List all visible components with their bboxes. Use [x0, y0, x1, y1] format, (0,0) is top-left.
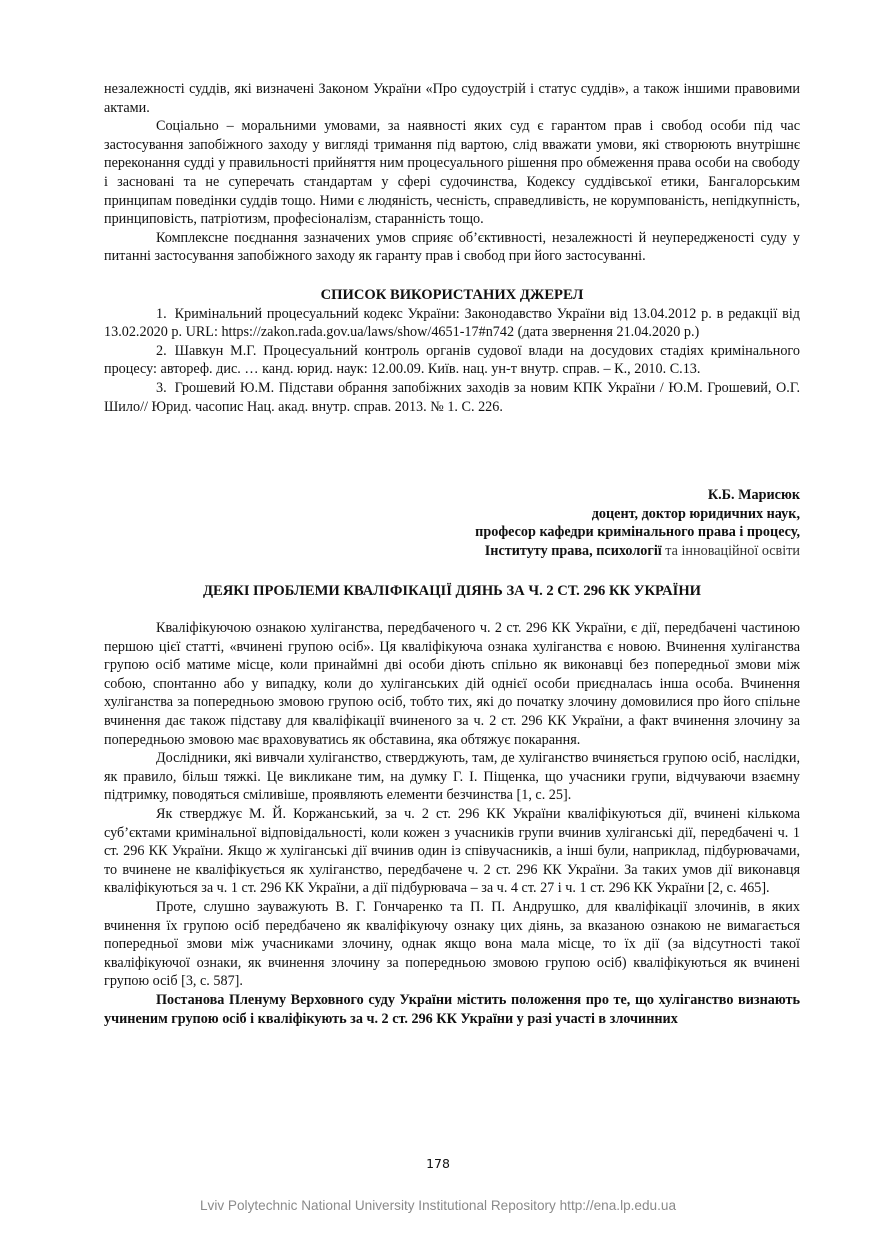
- author-block: [104, 486, 800, 560]
- article-paragraph-2: Дослідники, які вивчали хуліганство, стверджують, там, де хуліганство вчиняється групою осіб, наслідки, як правило, більш тяжкі. Це викликане тим, на думку Г. І. Піщенка, що учасники групи, відчуваючи взаємну підтримку, поводяться сміливіше, проявляють елементи безчинства [1, с. 25].: [104, 750, 800, 804]
- intro-paragraph-3: Комплексне поєднання зазначених умов сприяє об’єктивності, незалежності й неупередженості суду у питанні застосування запобіжного заходу як гаранту прав і свобод при його застосуванні.: [104, 229, 800, 265]
- article-paragraph-1: Кваліфікуючою ознакою хуліганства, передбаченого ч. 2 ст. 296 КК України, є дії, передбачені частиною першою цієї статті, «вчинені групою осіб». Ця кваліфікуюча ознака хуліганства є новою. Вчинення хуліганства групою осіб матиме місце, коли принаймні дві особи діють спільно як виконавці без попередньої змови між собою, спонтанно або у випадку, коли до хуліганських дій однієї особи приєдналась інша особа. Вчинення хуліганства за попередньою змовою групою осіб, тобто тих, які до початку злочину домовилися про його спільне вчинення дає також підставу для кваліфікації вчиненого за ч. 2 ст. 296 КК України, а факт вчинення злочину за попередньою змовою має враховуватись як обставина, яка обтяжує покарання.: [104, 620, 800, 748]
- reference-text: Грошевий Ю.М. Підстави обрання запобіжних заходів за новим КПК України / Ю.М. Грошевий, О.Г. Шило// Юрид. часопис Нац. акад. внутр. справ. 2013. № 1. С. 226.: [104, 379, 800, 415]
- reference-item: [104, 379, 800, 416]
- article-paragraph-4: Проте, слушно зауважують В. Г. Гончаренко та П. П. Андрушко, для кваліфікації злочинів, в яких вчинення їх групою осіб передбачено як кваліфікуючу ознаку цих діянь, за вказаною ознакою не вимагається попередньої змови між учасниками злочину, однак якщо вона мала місце, то їх дії (за відсутності такої кваліфікуючої ознаки, як вчинення злочину за попередньою змовою групою осіб) кваліфікуються як вчинені групою осіб [3, с. 587].: [104, 898, 800, 990]
- intro-paragraph-2: Соціально – моральними умовами, за наявності яких суд є гарантом прав і свобод особи під час застосування запобіжного заходу у вигляді тримання під вартою, слід вважати умови, які створюють внутрішнє переконання судді у правильності прийняття ним процесуального рішення про обмеження права особи на свободу і засновані та не суперечать стандартам у сфері судочинства, Кодексу суддівської етики, Бангалорським принципам поведінки суддів тощо. Ними є людяність, чесність, справедливість, не корумпованість, непідкупність, принциповість, патріотизм, професіоналізм, старанність тощо.: [104, 118, 800, 228]
- author-institute-light: та інноваційної освіти: [661, 542, 800, 559]
- author-institute: [104, 542, 800, 561]
- references-list: [104, 305, 800, 417]
- repository-footer: Lviv Polytechnic National University Institutional Repository http://ena.lp.edu.ua: [199, 1198, 677, 1213]
- reference-number: 1.: [156, 305, 167, 322]
- reference-item: [104, 305, 800, 342]
- reference-number: 3.: [156, 379, 167, 396]
- page-number: 178: [426, 1156, 450, 1171]
- author-degree: доцент, доктор юридичних наук,: [591, 505, 800, 522]
- reference-number: 2.: [156, 342, 167, 359]
- reference-text: Кримінальний процесуальний кодекс України: Законодавство України від 13.04.2012 р. в редакції від 13.02.2020 р. URL: https://zakon.rada.gov.ua/laws/show/4651-17#n742 (дата звернення 21.04.2020 р.): [104, 305, 800, 341]
- article-title: ДЕЯКІ ПРОБЛЕМИ КВАЛІФІКАЦІЇ ДІЯНЬ ЗА Ч. 2 СТ. 296 КК УКРАЇНИ: [202, 583, 702, 600]
- document-page: [104, 80, 800, 1028]
- article-paragraph-3: Як стверджує М. Й. Коржанський, за ч. 2 ст. 296 КК України кваліфікуються дії, вчинені кількома суб’єктами кримінальної відповідальності, коли кожен з учасників групи вчинив хуліганські дії, передбачені ч. 1 ст. 296 КК України. Якщо ж хуліганські дії вчинив один із співучасників, а інші були, наприклад, підбурювачами, то вчинене не кваліфікується як хуліганство, передбачене ч. 2 ст. 296 КК України. За таких умов дії виконавця кваліфікуються за ч. 1 ст. 296 КК України, а дії підбурювача – за ч. 4 ст. 27 і ч. 1 ст. 296 КК України [2, с. 465].: [104, 806, 800, 897]
- reference-text: Шавкун М.Г. Процесуальний контроль органів судової влади на досудових стадіях кримінального процесу: автореф. дис. … канд. юрид. наук: 12.00.09. Київ. нац. ун-т внутр. справ. – К., 2010. С.13.: [104, 342, 800, 378]
- article-paragraph-bold: Постанова Пленуму Верховного суду України містить положення про те, що хуліганство визнають учиненим групою осіб і кваліфікують за ч. 2 ст. 296 КК України у разі участі в злочинних: [104, 991, 800, 1027]
- author-name: К.Б. Марисюк: [707, 487, 800, 504]
- intro-paragraph-1: незалежності суддів, які визначені Законом України «Про судоустрій і статус суддів», а також іншими правовими актами.: [104, 81, 800, 116]
- author-institute-bold: Інституту права, психології: [484, 542, 662, 559]
- reference-item: [104, 342, 800, 379]
- references-title: СПИСОК ВИКОРИСТАНИХ ДЖЕРЕЛ: [320, 286, 584, 303]
- author-position: професор кафедри кримінального права і процесу,: [475, 524, 800, 541]
